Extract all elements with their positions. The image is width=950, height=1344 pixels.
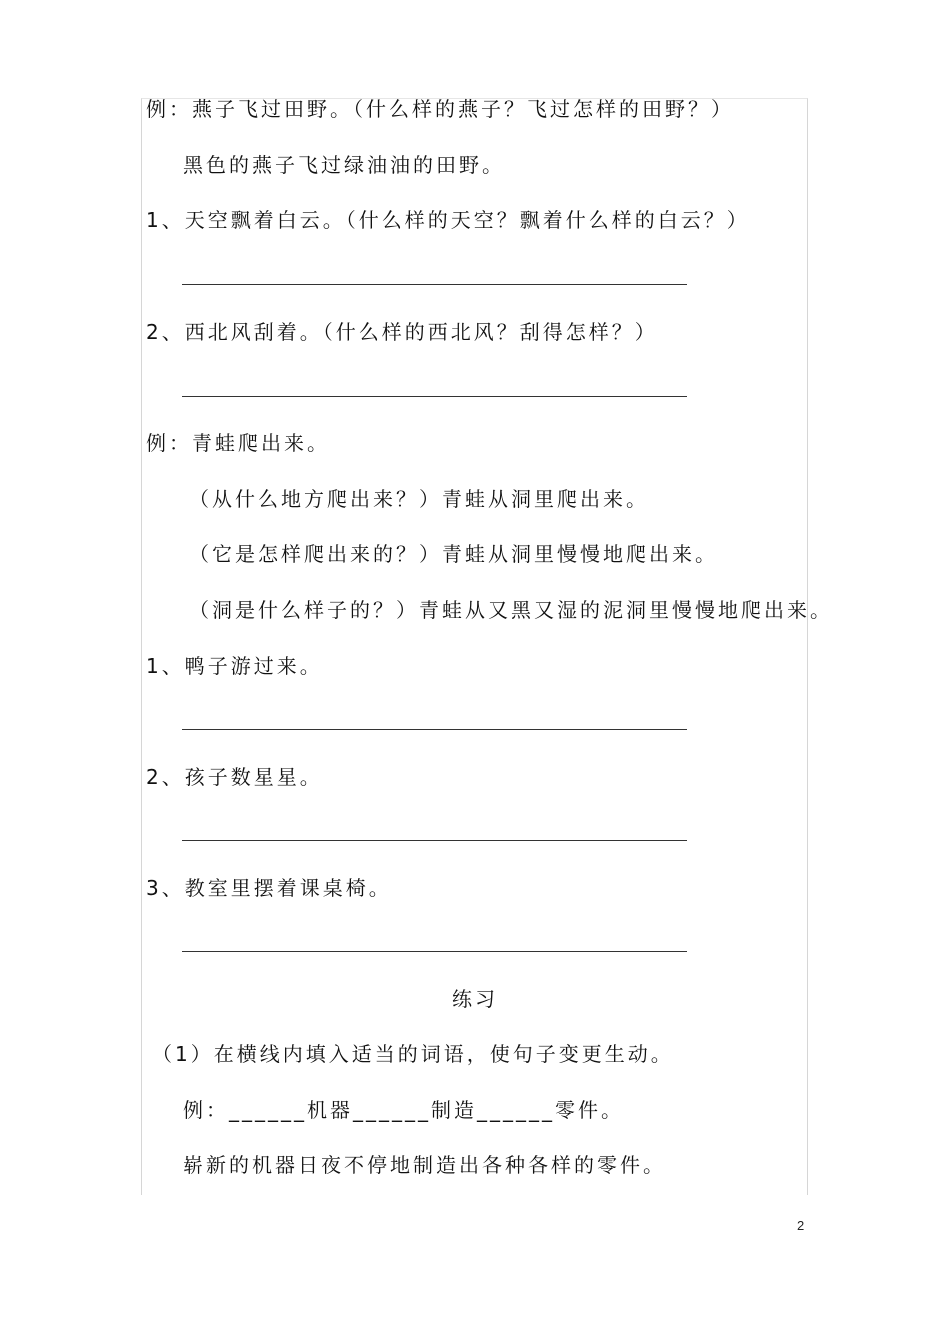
answer-line-2[interactable] bbox=[182, 396, 687, 397]
example-2-step-c: （洞是什么样子的？）青蛙从又黑又湿的泥洞里慢慢地爬出来。 bbox=[189, 598, 833, 622]
page-number: 2 bbox=[797, 1218, 805, 1233]
question-2: 2、西北风刮着。（什么样的西北风？刮得怎样？） bbox=[146, 320, 658, 344]
answer-line-4[interactable] bbox=[182, 840, 687, 841]
practice-title: 练习 bbox=[452, 987, 498, 1011]
practice-instruction: （1）在横线内填入适当的词语，使句子变更生动。 bbox=[152, 1042, 674, 1066]
question-3: 1、鸭子游过来。 bbox=[146, 654, 323, 678]
practice-example: 例：______机器______制造______零件。 bbox=[183, 1098, 624, 1122]
answer-line-1[interactable] bbox=[182, 284, 687, 285]
practice-example-answer: 崭新的机器日夜不停地制造出各种各样的零件。 bbox=[183, 1153, 666, 1177]
question-4: 2、孩子数星星。 bbox=[146, 765, 323, 789]
example-2-step-b: （它是怎样爬出来的？）青蛙从洞里慢慢地爬出来。 bbox=[189, 542, 718, 566]
example-2-step-a: （从什么地方爬出来？）青蛙从洞里爬出来。 bbox=[189, 487, 649, 511]
example-2: 例：青蛙爬出来。 bbox=[146, 431, 330, 455]
example-1: 例：燕子飞过田野。（什么样的燕子？飞过怎样的田野？） bbox=[146, 97, 734, 121]
answer-line-3[interactable] bbox=[182, 729, 687, 730]
example-1-answer: 黑色的燕子飞过绿油油的田野。 bbox=[183, 153, 505, 177]
page-frame bbox=[141, 98, 808, 1195]
answer-line-5[interactable] bbox=[182, 951, 687, 952]
question-1: 1、天空飘着白云。（什么样的天空？飘着什么样的白云？） bbox=[146, 208, 750, 232]
question-5: 3、教室里摆着课桌椅。 bbox=[146, 876, 392, 900]
